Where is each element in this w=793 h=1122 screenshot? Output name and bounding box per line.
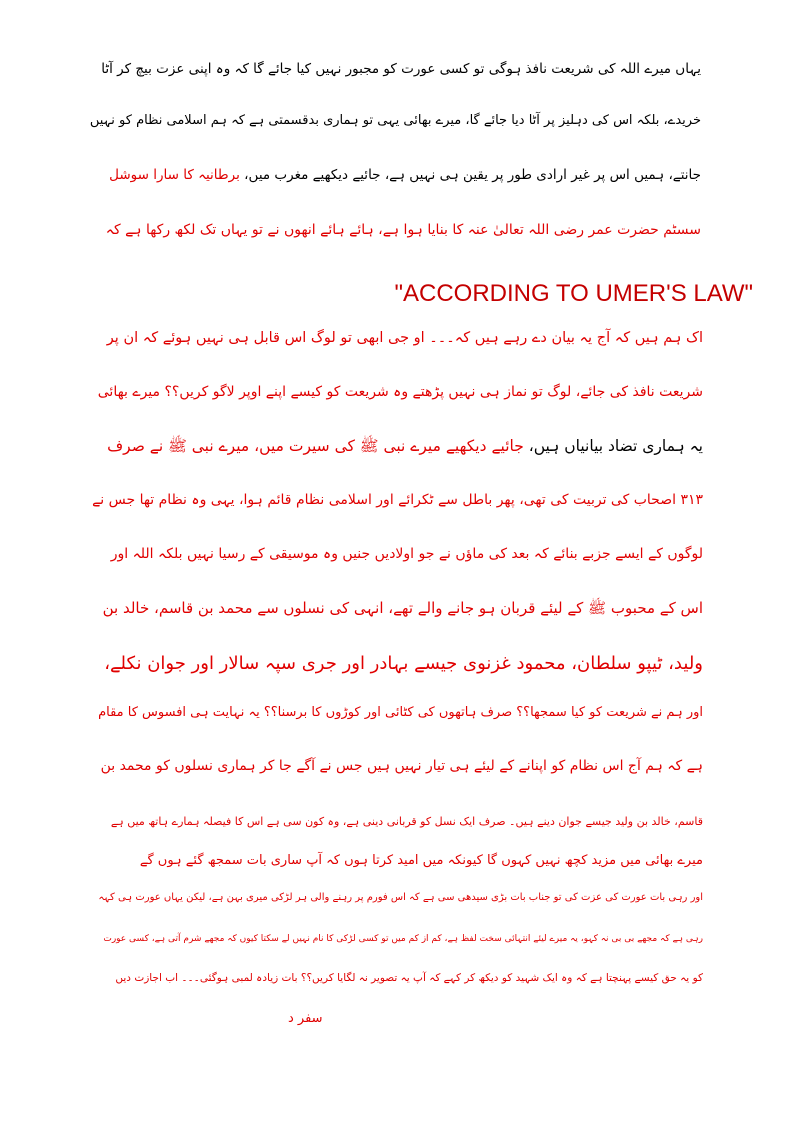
paragraph-line: شریعت نافذ کی جائے، لوگ تو نماز ہی نہیں پڑھتے وہ شریعت کو کیسے اپنے اوپر لاگو کریں؟؟ میرے بھائی (97, 384, 703, 400)
paragraph-line: کو یہ حق کیسے پہنچتا ہے کہ وہ ایک شہید کو دیکھ کر کہے کہ آپ یہ تصویر نہ لگایا کریں؟؟ بات زیادہ لمبی ہوگئی۔۔۔ اب اجازت دیں (115, 972, 703, 984)
paragraph-line: ہے کہ ہم آج اس نظام کو اپنانے کے لیئے ہی تیار نہیں ہیں جس نے آگے جا کر ہماری نسلوں کو محمد بن (100, 758, 703, 774)
signature-text: سفر د (288, 1011, 323, 1026)
paragraph-line: قاسم، خالد بن ولید جیسے جوان دینے ہیں۔ صرف ایک نسل کو قربانی دینی ہے، وہ کون سی ہے اس کا فیصلہ ہمارے ہاتھ میں ہے (110, 815, 703, 828)
text-segment-black: یہ ہماری تضاد بیانیاں ہیں، (523, 437, 703, 455)
english-quote: "ACCORDING TO UMER'S LAW" (394, 280, 753, 307)
paragraph-line: سسٹم حضرت عمر رضی اللہ تعالیٰ عنہ کا بنایا ہوا ہے، ہائے ہائے انھوں نے تو یہاں تک لکھ رکھا ہے کہ (105, 222, 701, 238)
paragraph-line: اس کے محبوب ﷺ کے لیئے قربان ہو جانے والے تھے، انہی کی نسلوں سے محمد بن قاسم، خالد بن (102, 599, 703, 617)
paragraph-line: میرے بھائی میں مزید کچھ نہیں کہوں گا کیونکہ میں امید کرتا ہوں کہ آپ ساری بات سمجھ گئے ہوں گے (139, 853, 703, 868)
text-segment-red: برطانیہ کا سارا سوشل (109, 167, 240, 183)
paragraph-line: ولید، ٹیپو سلطان، محمود غزنوی جیسے بہادر اور جری سپہ سالار اور جوان نکلے، (104, 653, 703, 674)
paragraph-line: لوگوں کے ایسے جزبے بنائے کہ بعد کی ماؤں نے جو اولادیں جنیں وہ موسیقی کے رسیا نہیں بلکہ اللہ اور (110, 546, 703, 562)
paragraph-line (91, 438, 703, 456)
paragraph-line: یہاں میرے اللہ کی شریعت نافذ ہوگی تو کسی عورت کو مجبور نہیں کیا جائے گا کہ وہ اپنی عزت بیچ کر آٹا (101, 61, 701, 77)
paragraph-line: اور ہم نے شریعت کو کیا سمجھا؟؟ صرف ہاتھوں کی کٹائی اور کوڑوں کا برسنا؟؟ یہ نہایت ہی افسوس کا مقام (98, 705, 703, 720)
paragraph-line: اک ہم ہیں کہ آج یہ بیان دے رہے ہیں کہ۔۔۔ او جی ابھی تو لوگ اس قابل ہی نہیں ہوئے کہ ان پر (106, 330, 703, 346)
paragraph-line: ۳۱۳ اصحاب کی تربیت کی تھی، پھر باطل سے ٹکرائے اور اسلامی نظام قائم ہوا، یہی وہ نظام تھا جس نے (92, 492, 703, 508)
paragraph-line: اور رہی بات عورت کی عزت کی تو جناب بات بڑی سیدھی سی ہے کہ اس فورم پر رہنے والی ہر لڑکی میری بہن ہے، لیکن یہاں عورت ہی کہہ (98, 892, 703, 903)
paragraph-line: رہی ہے کہ مجھے بی بی نہ کہو، یہ میرے لیئے انتہائی سخت لفظ ہے، کم از کم میں تو کسی لڑکی کا نام نہیں لے سکتا کیوں کہ مجھے شرم آتی ہے، کسی عورت (103, 934, 703, 944)
paragraph-line: خریدے، بلکہ اس کی دہلیز پر آٹا دیا جائے گا، میرے بھائی یہی تو ہماری بدقسمتی ہے کہ ہم اسلامی نظام کو نہیں (89, 113, 701, 128)
paragraph-line (89, 168, 701, 184)
text-segment-red: جائیے دیکھیے میرے نبی ﷺ کی سیرت میں، میرے نبی ﷺ نے صرف (107, 437, 524, 455)
text-segment-black: جانتے، ہمیں اس پر غیر ارادی طور پر یقین ہی نہیں ہے، جائیے دیکھیے مغرب میں، (239, 167, 701, 183)
